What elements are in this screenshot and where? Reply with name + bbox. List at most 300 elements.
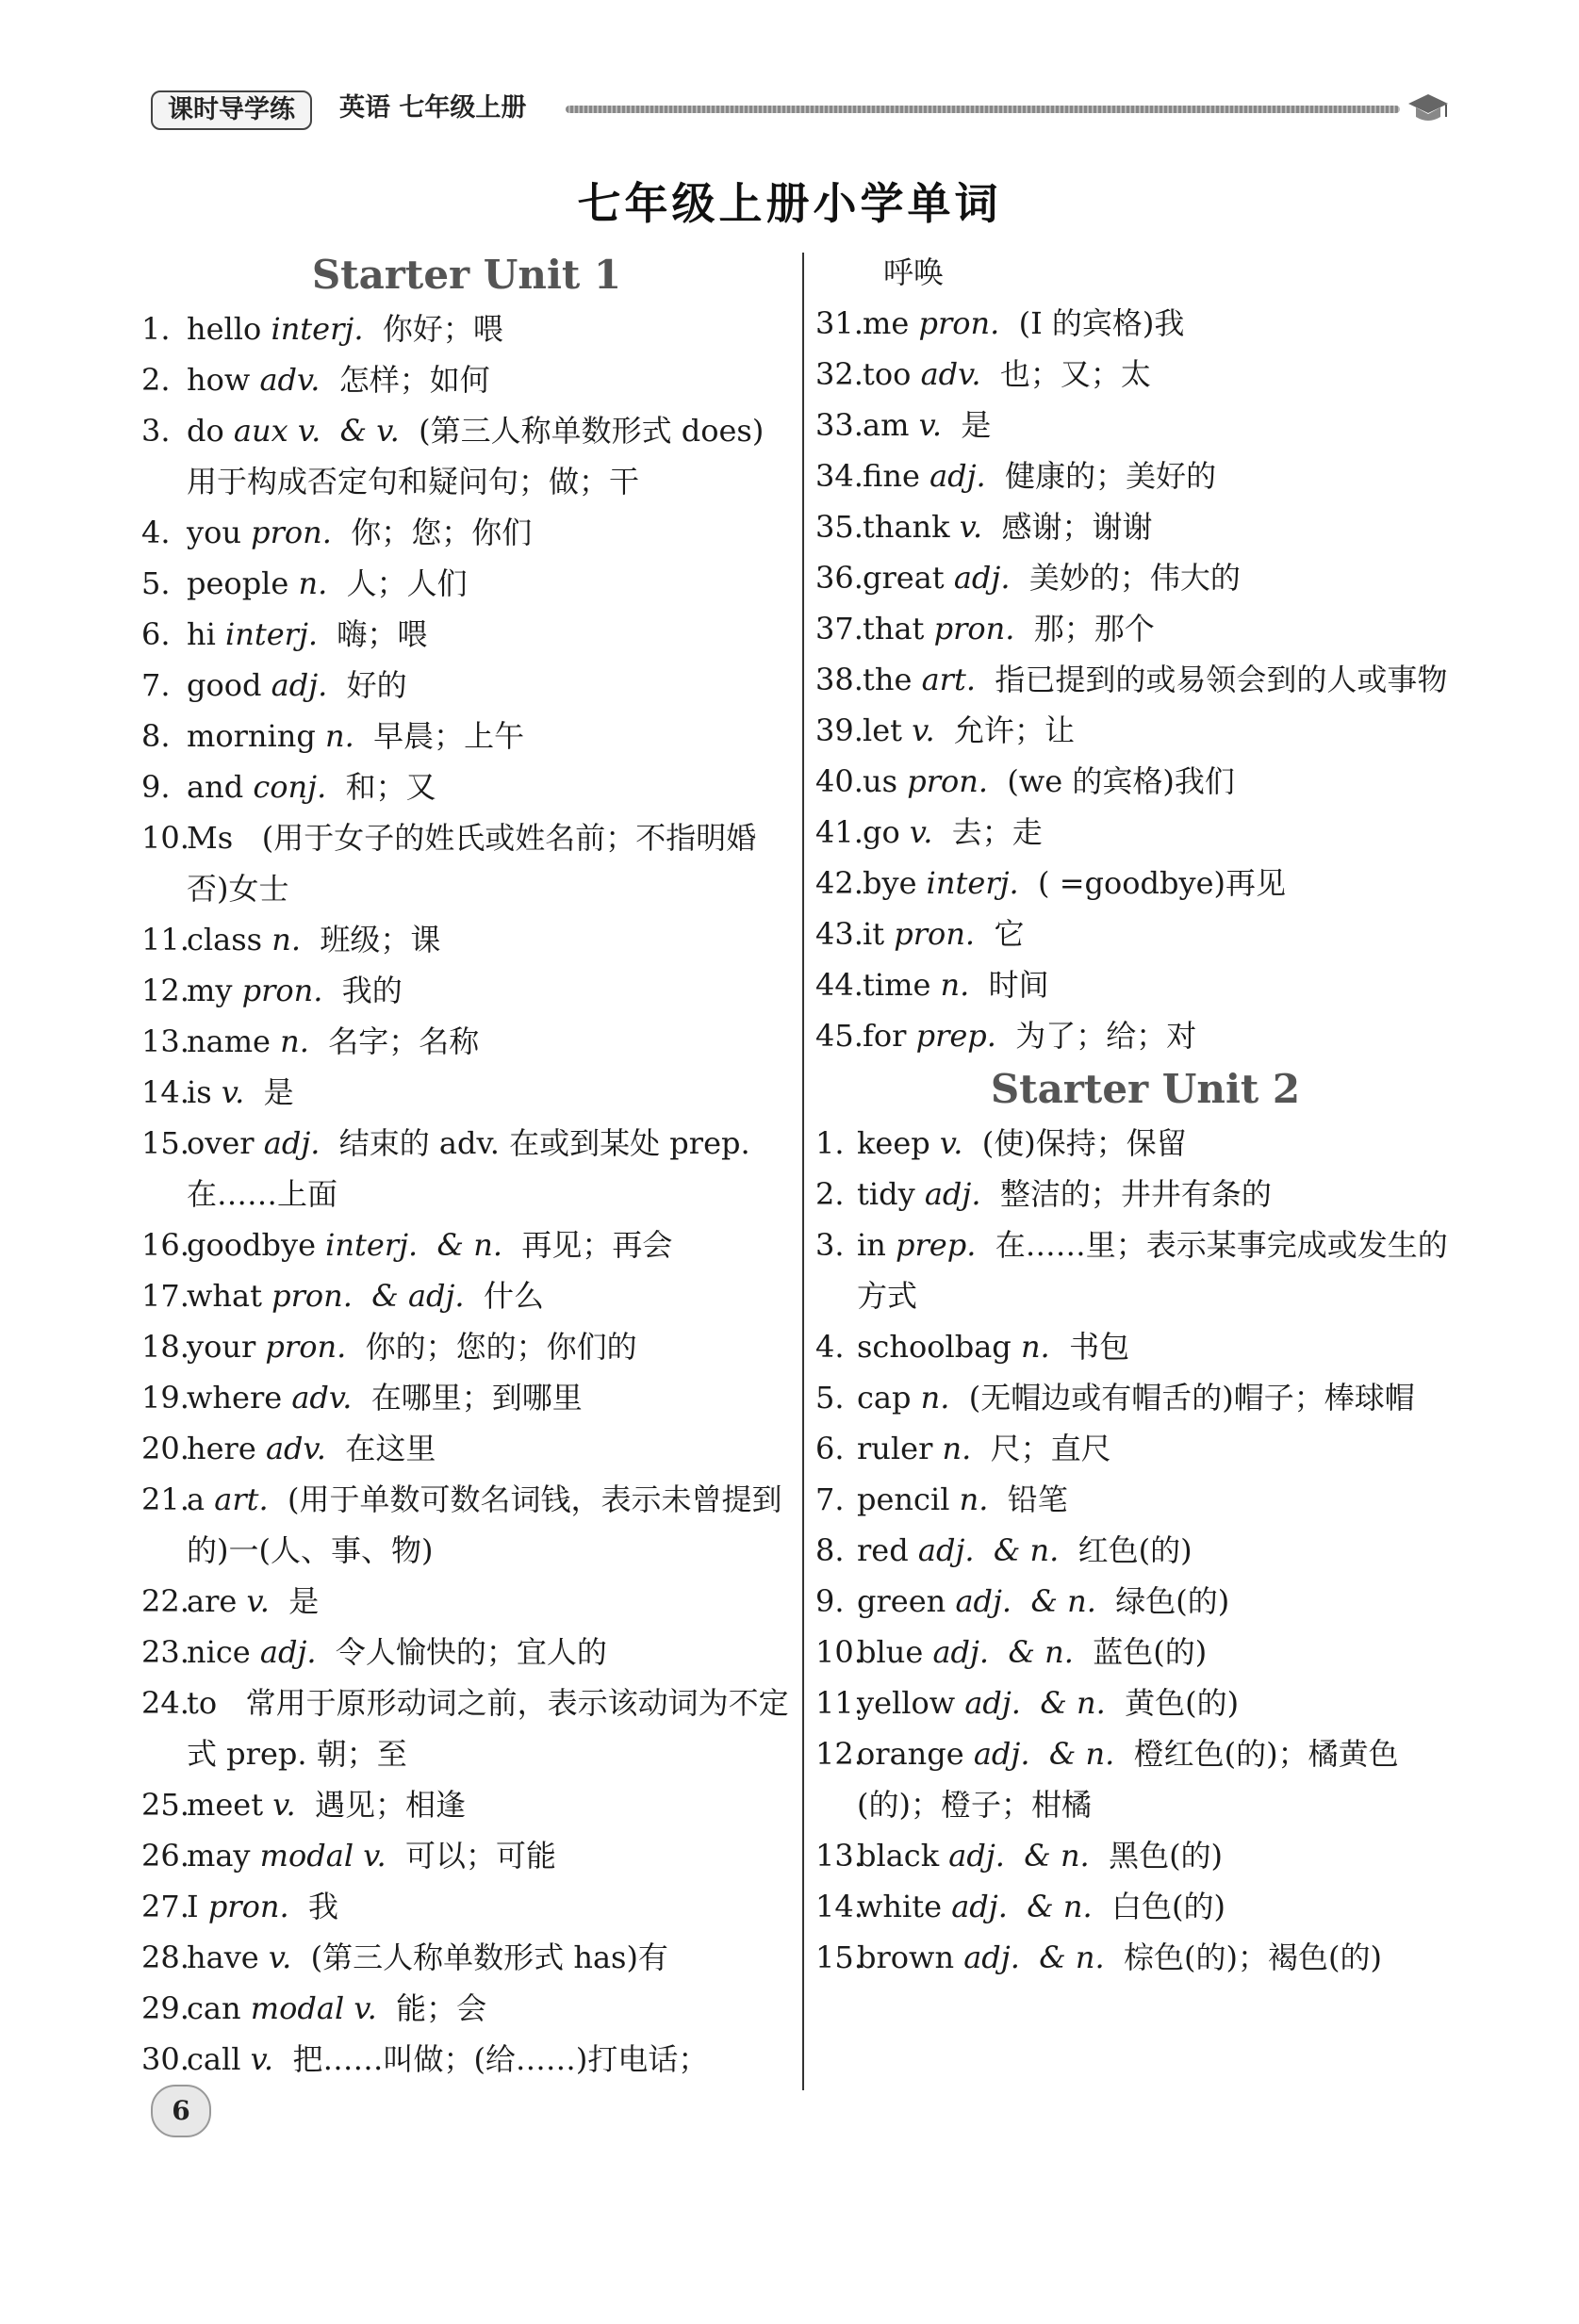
entry-number: 12. [815, 1736, 864, 1772]
word-entry [815, 400, 1475, 450]
entry-meaning: 红色(的) [1077, 1532, 1192, 1568]
entry-word: can [187, 1990, 241, 2026]
entry-word: Ms [187, 820, 234, 856]
entry-meaning: 橙红色(的)；橘黄色(的)；橙子；柑橘 [857, 1736, 1399, 1823]
entry-number: 15. [141, 1125, 189, 1161]
entry-word: meet [187, 1787, 264, 1823]
entry-meaning: 在这里 [345, 1431, 436, 1466]
entry-word: thank [863, 509, 950, 545]
entry-meaning: 感谢；谢谢 [1001, 509, 1153, 545]
entry-number: 6. [815, 1431, 845, 1466]
entry-pos: adv. [259, 362, 321, 398]
entry-number: 8. [141, 718, 171, 754]
word-entry [141, 1423, 792, 1474]
entry-pos: aux v. & v. [233, 413, 400, 449]
entry-number: 3. [815, 1227, 845, 1263]
entry-pos: pron. [918, 305, 1000, 341]
word-entry [815, 654, 1475, 705]
entry-number: 36. [815, 560, 864, 596]
entry-pos: adj. & n. [932, 1634, 1074, 1670]
entry-pos: pron. [251, 515, 332, 550]
entry-number: 44. [815, 967, 864, 1003]
word-entry [815, 756, 1475, 807]
word-entry [815, 1423, 1475, 1474]
entry-pos: n. [940, 967, 970, 1003]
entry-word: too [863, 356, 912, 392]
entry-meaning: 为了；给；对 [1015, 1018, 1197, 1054]
entry-pos: v. [959, 509, 983, 545]
entry-number: 43. [815, 916, 864, 952]
entry-pos: v. [939, 1125, 963, 1161]
entry-pos: adj. [953, 560, 1011, 596]
entry-pos: n. [959, 1481, 989, 1517]
entry-pos: adv. [265, 1431, 326, 1466]
word-list [815, 1118, 1475, 1983]
entry-word: brown [857, 1939, 955, 1975]
entry-pos: adj. [263, 1125, 321, 1161]
entry-pos: conj. [253, 769, 327, 805]
entry-meaning: 再见；再会 [521, 1227, 673, 1263]
entry-meaning: 允许；让 [954, 712, 1076, 748]
entry-pos: v. [272, 1787, 296, 1823]
entry-pos: adv. [291, 1380, 353, 1416]
entry-word: am [863, 407, 910, 443]
entry-word: fine [863, 458, 920, 494]
entry-number: 1. [815, 1125, 845, 1161]
entry-number: 42. [815, 865, 864, 901]
entry-number: 29. [141, 1990, 189, 2026]
entry-meaning: 结束的 adv. 在或到某处 prep. 在……上面 [187, 1125, 760, 1212]
entry-word: orange [857, 1736, 964, 1772]
entry-meaning: (无帽边或有帽舌的)帽子；棒球帽 [968, 1380, 1415, 1416]
entry-word: nice [187, 1634, 251, 1670]
entry-meaning: 整洁的；井井有条的 [999, 1176, 1272, 1212]
entry-word: my [187, 973, 233, 1008]
word-entry [815, 1525, 1475, 1576]
entry-word: hello [187, 311, 262, 347]
entry-number: 34. [815, 458, 864, 494]
entry-meaning: 你；您；你们 [351, 515, 533, 550]
word-entry [141, 1830, 792, 1881]
entry-meaning: 我 [307, 1889, 338, 1924]
word-entry [815, 603, 1475, 654]
entry-pos: pron. & adj. [271, 1278, 465, 1314]
entry-meaning: 去；走 [951, 814, 1043, 850]
entry-meaning: 名字；名称 [328, 1023, 480, 1059]
entry-number: 4. [815, 1329, 845, 1365]
entry-pos: adv. [920, 356, 981, 392]
entry-meaning: 早晨；上午 [373, 718, 525, 754]
unit-title: Starter Unit 2 [990, 1066, 1301, 1112]
word-entry [815, 1627, 1475, 1678]
entry-word: for [863, 1018, 907, 1054]
entry-number: 20. [141, 1431, 189, 1466]
entry-pos: adj. & n. [963, 1939, 1105, 1975]
entry-word: to [187, 1685, 218, 1721]
entry-pos: n. [1020, 1329, 1050, 1365]
entry-meaning: 是 [961, 407, 992, 443]
entry-word: goodbye [187, 1227, 316, 1263]
entry-word: here [187, 1431, 256, 1466]
entry-pos: n. [920, 1380, 950, 1416]
entry-word: cap [857, 1380, 912, 1416]
entry-meaning: 铅笔 [1007, 1481, 1068, 1517]
entry-number: 10. [815, 1634, 864, 1670]
word-entry [815, 908, 1475, 959]
word-entry [815, 858, 1475, 908]
entry-number: 13. [815, 1838, 864, 1874]
entry-number: 22. [141, 1583, 189, 1619]
entry-pos: adj. & n. [917, 1532, 1060, 1568]
entry-number: 30. [141, 2041, 189, 2077]
entry-number: 3. [141, 413, 171, 449]
entry-word: you [187, 515, 241, 550]
entry-pos: v. [912, 712, 935, 748]
entry-word: class [187, 922, 263, 957]
column-divider [802, 253, 804, 2090]
entry-meaning: 也；又；太 [999, 356, 1151, 392]
entry-number: 40. [815, 763, 864, 799]
entry-number: 1. [141, 311, 171, 347]
entry-number: 7. [815, 1481, 845, 1517]
entry-number: 2. [815, 1176, 845, 1212]
entry-meaning: (第三人称单数形式 does)用于构成否定句和疑问句；做；干 [187, 413, 765, 499]
entry-meaning: 你的；您的；你们的 [365, 1329, 637, 1365]
entry-meaning: 黑色(的) [1109, 1838, 1224, 1874]
word-entry [141, 914, 792, 965]
entry-meaning: 什么 [483, 1278, 544, 1314]
entry-number: 37. [815, 611, 864, 646]
word-entry [815, 501, 1475, 552]
entry-meaning: 蓝色(的) [1093, 1634, 1208, 1670]
entry-pos: interj. & n. [325, 1227, 502, 1263]
word-entry [141, 1067, 792, 1118]
entry-pos: interj. [271, 311, 364, 347]
word-entry [141, 1118, 792, 1219]
entry-number: 21. [141, 1481, 189, 1517]
entry-number: 38. [815, 662, 864, 697]
word-entry [815, 1118, 1475, 1169]
entry-word: green [857, 1583, 946, 1619]
entry-word: I [187, 1889, 199, 1924]
entry-word: the [863, 662, 913, 697]
entry-meaning: 健康的；美好的 [1005, 458, 1217, 494]
entry-pos: v. [268, 1939, 292, 1975]
entry-word: good [187, 667, 262, 703]
entry-meaning: 是 [263, 1074, 294, 1110]
entry-pos: prep. [896, 1227, 977, 1263]
word-entry [141, 812, 792, 914]
entry-number: 2. [141, 362, 171, 398]
header-decor-bar [566, 106, 1400, 113]
entry-pos: interj. [926, 865, 1019, 901]
entry-number: 8. [815, 1532, 845, 1568]
entry-meaning: 尺；直尺 [990, 1431, 1111, 1466]
entry-pos: adj. [929, 458, 986, 494]
entry-word: us [863, 763, 898, 799]
word-entry [815, 1321, 1475, 1372]
entry-meaning: 常用于原形动词之前，表示该动词为不定式 prep. 朝；至 [187, 1685, 789, 1772]
entry-meaning: 遇见；相逢 [315, 1787, 467, 1823]
entry-meaning: 在哪里；到哪里 [370, 1380, 583, 1416]
entry-word: is [187, 1074, 212, 1110]
right-column [815, 247, 1475, 1983]
page-number: 6 [151, 2085, 211, 2137]
entry-word: are [187, 1583, 238, 1619]
entry-number: 19. [141, 1380, 189, 1416]
entry-number: 5. [141, 565, 171, 601]
word-entry [815, 1830, 1475, 1881]
entry-word: it [863, 916, 885, 952]
entry-number: 12. [141, 973, 189, 1008]
entry-word: may [187, 1838, 251, 1874]
entry-number: 4. [141, 515, 171, 550]
entry-number: 6. [141, 616, 171, 652]
entry-word: great [863, 560, 945, 596]
entry-number: 16. [141, 1227, 189, 1263]
entry-word: let [863, 712, 903, 748]
entry-meaning: (使)保持；保留 [981, 1125, 1187, 1161]
entry-meaning: 嗨；喂 [337, 616, 428, 652]
entry-pos: adj. [259, 1634, 317, 1670]
entry-meaning: 书包 [1069, 1329, 1130, 1365]
entry-word: go [863, 814, 900, 850]
word-entry [141, 558, 792, 609]
entry-pos: pron. [265, 1329, 347, 1365]
word-entry [815, 1474, 1475, 1525]
word-entry [141, 965, 792, 1016]
word-entry [815, 1169, 1475, 1219]
entry-number: 31. [815, 305, 864, 341]
word-entry [141, 507, 792, 558]
entry-pos: pron. [207, 1889, 289, 1924]
entry-number: 23. [141, 1634, 189, 1670]
entry-number: 11. [141, 922, 189, 957]
graduation-cap-icon [1405, 89, 1452, 126]
entry-number: 15. [815, 1939, 864, 1975]
word-entry [815, 959, 1475, 1010]
entry-meaning: 黄色(的) [1125, 1685, 1240, 1721]
unit-title: Starter Unit 1 [311, 252, 622, 298]
entry-number: 33. [815, 407, 864, 443]
word-entry [141, 1881, 792, 1932]
entry-word: call [187, 2041, 241, 2077]
entry-word: your [187, 1329, 256, 1365]
entry-pos: v. [918, 407, 943, 443]
entry-pos: pron. [894, 916, 976, 952]
entry-meaning: (we 的宾格)我们 [1007, 763, 1235, 799]
entry-meaning: 把……叫做；(给……)打电话； [292, 2041, 709, 2077]
word-entry [815, 705, 1475, 756]
entry-number: 17. [141, 1278, 189, 1314]
entry-number: 11. [815, 1685, 864, 1721]
word-entry [815, 349, 1475, 400]
entry-meaning: 人；人们 [346, 565, 468, 601]
word-entry [141, 1779, 792, 1830]
word-list [141, 303, 792, 2085]
word-entry [141, 1321, 792, 1372]
entry-word: over [187, 1125, 255, 1161]
entry-word: do [187, 413, 224, 449]
entry-word: name [187, 1023, 271, 1059]
word-entry [141, 1219, 792, 1270]
entry-pos: adj. & n. [955, 1583, 1096, 1619]
entry-word: hi [187, 616, 216, 652]
entry-meaning: 我的 [341, 973, 403, 1008]
word-entry [141, 1678, 792, 1779]
entry-word: morning [187, 718, 316, 754]
entry-meaning: (第三人称单数形式 has)有 [310, 1939, 668, 1975]
word-entry [815, 1219, 1475, 1321]
word-entry [141, 1016, 792, 1067]
entry-meaning: 令人愉快的；宜人的 [335, 1634, 607, 1670]
entry-number: 28. [141, 1939, 189, 1975]
entry-pos: v. [250, 2041, 274, 2077]
entry-word: ruler [857, 1431, 933, 1466]
entry-meaning: ( =goodbye)再见 [1038, 865, 1287, 901]
entry-pos: adj. & n. [951, 1889, 1093, 1924]
word-entry [815, 1372, 1475, 1423]
entry-meaning: 可以；可能 [405, 1838, 557, 1874]
subject-label: 英语 七年级上册 [339, 93, 527, 123]
entry-meaning: 美妙的；伟大的 [1028, 560, 1241, 596]
word-entry [141, 609, 792, 660]
word-entry [815, 1728, 1475, 1830]
word-entry [141, 1627, 792, 1678]
word-list [815, 298, 1475, 1061]
entry-word: time [863, 967, 931, 1003]
entry-word: pencil [857, 1481, 950, 1517]
entry-pos: adj. & n. [948, 1838, 1090, 1874]
entry-meaning: 怎样；如何 [338, 362, 490, 398]
entry-number: 39. [815, 712, 864, 748]
entry-number: 13. [141, 1023, 189, 1059]
entry-word: schoolbag [857, 1329, 1012, 1365]
entry-meaning: 时间 [988, 967, 1049, 1003]
word-entry [815, 1881, 1475, 1932]
entry-word: tidy [857, 1176, 915, 1212]
entry-number: 10. [141, 820, 189, 856]
entry-pos: v. [221, 1074, 245, 1110]
entry-pos: art. [921, 662, 976, 697]
word-entry [141, 1576, 792, 1627]
entry-number: 14. [141, 1074, 189, 1110]
entry-word: red [857, 1532, 909, 1568]
word-entry [815, 1678, 1475, 1728]
entry-meaning: 班级；课 [320, 922, 441, 957]
entry-word: and [187, 769, 244, 805]
entry-meaning: 在……里；表示某事完成或发生的方式 [857, 1227, 1448, 1314]
continued-meaning: 呼唤 [883, 254, 945, 290]
entry-word: where [187, 1380, 283, 1416]
entry-pos: adj. [924, 1176, 981, 1212]
entry-word: me [863, 305, 910, 341]
entry-pos: v. [246, 1583, 270, 1619]
entry-word: yellow [857, 1685, 956, 1721]
page-header [151, 87, 1452, 134]
entry-number: 26. [141, 1838, 189, 1874]
entry-word: a [187, 1481, 206, 1517]
entry-meaning: 好的 [346, 667, 407, 703]
entry-word: in [857, 1227, 886, 1263]
entry-word: black [857, 1838, 940, 1874]
word-entry [141, 1372, 792, 1423]
entry-number: 35. [815, 509, 864, 545]
entry-number: 27. [141, 1889, 189, 1924]
entry-word: white [857, 1889, 943, 1924]
entry-meaning: 指已提到的或易领会到的人或事物 [995, 662, 1448, 697]
word-entry [141, 1983, 792, 2034]
entry-number: 9. [141, 769, 171, 805]
word-entry [815, 1932, 1475, 1983]
entry-pos: n. [325, 718, 354, 754]
entry-pos: pron. [241, 973, 323, 1008]
word-entry [815, 450, 1475, 501]
entry-number: 7. [141, 667, 171, 703]
word-entry [141, 1270, 792, 1321]
entry-number: 14. [815, 1889, 864, 1924]
word-entry [815, 1010, 1475, 1061]
word-entry [141, 354, 792, 405]
entry-pos: adj. [271, 667, 328, 703]
entry-meaning: 你好；喂 [382, 311, 503, 347]
entry-pos: n. [942, 1431, 972, 1466]
word-entry [141, 2034, 792, 2085]
entry-word: people [187, 565, 289, 601]
entry-meaning: 绿色(的) [1115, 1583, 1230, 1619]
word-entry [141, 303, 792, 354]
entry-word: have [187, 1939, 259, 1975]
entry-meaning: (I 的宾格)我 [1018, 305, 1185, 341]
entry-number: 5. [815, 1380, 845, 1416]
word-entry [141, 1474, 792, 1576]
entry-meaning: 白色(的) [1110, 1889, 1225, 1924]
entry-meaning: 棕色(的)；褐色(的) [1124, 1939, 1382, 1975]
entry-pos: adj. & n. [964, 1685, 1106, 1721]
entry-pos: v. [909, 814, 933, 850]
entry-number: 9. [815, 1583, 845, 1619]
word-entry [141, 761, 792, 812]
entry-number: 18. [141, 1329, 189, 1365]
entry-pos: modal v. [259, 1838, 387, 1874]
entry-meaning: 和；又 [345, 769, 436, 805]
entry-pos: prep. [915, 1018, 996, 1054]
entry-pos: adj. & n. [973, 1736, 1115, 1772]
left-column [141, 247, 792, 2085]
page-title: 七年级上册小学单词 [577, 178, 1002, 229]
word-entry [141, 1932, 792, 1983]
entry-meaning: 那；那个 [1033, 611, 1155, 646]
entry-number: 45. [815, 1018, 864, 1054]
word-entry [141, 405, 792, 507]
word-entry [141, 711, 792, 761]
entry-meaning: (用于女子的姓氏或姓名前；不指明婚否)女士 [187, 820, 757, 907]
entry-word: that [863, 611, 925, 646]
entry-word: blue [857, 1634, 924, 1670]
entry-meaning: (用于单数可数名词钱，表示未曾提到的)一(人、事、物) [187, 1481, 782, 1568]
entry-word: bye [863, 865, 917, 901]
word-entry [815, 807, 1475, 858]
entry-pos: n. [298, 565, 328, 601]
entry-number: 25. [141, 1787, 189, 1823]
entry-pos: art. [214, 1481, 269, 1517]
entry-pos: modal v. [250, 1990, 377, 2026]
word-entry [815, 1576, 1475, 1627]
entry-meaning: 能；会 [396, 1990, 487, 2026]
entry-number: 24. [141, 1685, 189, 1721]
entry-meaning: 是 [288, 1583, 320, 1619]
word-entry [815, 552, 1475, 603]
